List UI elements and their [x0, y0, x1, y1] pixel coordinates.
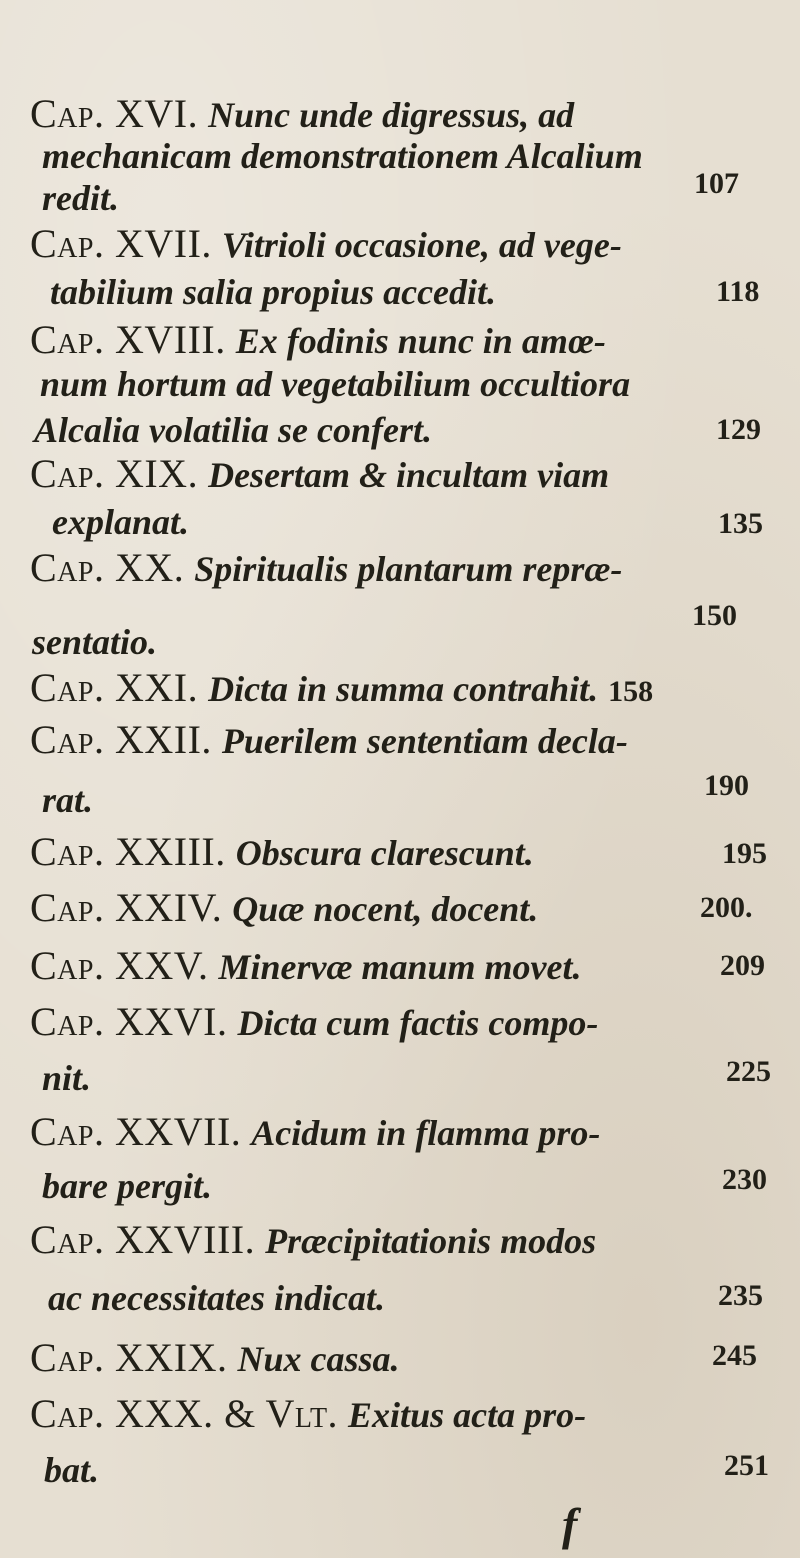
page-number: 129 — [716, 413, 761, 446]
page-number: 235 — [718, 1279, 763, 1312]
chapter-number: Cap. XXX. & Vlt. — [30, 1391, 339, 1436]
chapter-title: Obscura clarescunt. — [235, 833, 534, 873]
chapter-title: Puerilem sententiam decla- — [221, 721, 628, 761]
chapter-title-continuation: nit. — [42, 1058, 92, 1098]
toc-entry-xix — [30, 452, 609, 496]
toc-entry-xx — [30, 546, 622, 590]
chapter-title: Præcipitationis modos — [265, 1221, 597, 1261]
page-number: 245 — [712, 1339, 757, 1372]
catchword: f — [562, 1499, 578, 1550]
chapter-title: Quæ nocent, docent. — [232, 889, 539, 929]
page-number: 150 — [692, 599, 737, 632]
chapter-title-continuation: num hortum ad vegetabilium occultiora — [40, 364, 631, 404]
toc-entry-xviii — [30, 318, 606, 362]
page-number: 209 — [720, 949, 765, 982]
chapter-number: Cap. XVII. — [30, 221, 212, 266]
toc-entry-xxx — [30, 1392, 586, 1436]
chapter-title-continuation: bat. — [44, 1450, 100, 1490]
chapter-number: Cap. XXIII. — [30, 829, 226, 874]
chapter-title-continuation: ac necessitates indicat. — [48, 1278, 385, 1318]
chapter-title-continuation: rat. — [42, 780, 94, 820]
chapter-title-continuation: tabilium salia propius accedit. — [50, 272, 497, 312]
chapter-number: Cap. XXIX. — [30, 1335, 228, 1380]
toc-entry-xxii — [30, 718, 628, 762]
page-number: 195 — [722, 837, 767, 870]
chapter-title-continuation: Alcalia volatilia se confert. — [34, 410, 432, 450]
toc-entry-xxiii — [30, 830, 534, 874]
chapter-title-continuation: sentatio. — [32, 622, 158, 662]
page-number: 118 — [716, 275, 760, 308]
toc-entry-xxviii — [30, 1218, 596, 1262]
chapter-number: Cap. XIX. — [30, 451, 199, 496]
chapter-title: Dicta in summa contrahit. — [208, 669, 599, 709]
chapter-title: Nux cassa. — [237, 1339, 400, 1379]
page-number: 135 — [718, 507, 763, 540]
page-number: 158 — [608, 675, 654, 708]
toc-entry-xxv — [30, 944, 582, 988]
toc-entry-xxvi — [30, 1000, 598, 1044]
chapter-number: Cap. XXVII. — [30, 1109, 242, 1154]
toc-entry-xvii — [30, 222, 622, 266]
chapter-number: Cap. XVIII. — [30, 317, 226, 362]
chapter-title: Vitrioli occasione, ad vege- — [221, 225, 622, 265]
chapter-title: Dicta cum factis compo- — [237, 1003, 599, 1043]
toc-entry-xxi — [30, 666, 653, 710]
chapter-number: Cap. XXII. — [30, 717, 212, 762]
chapter-number: Cap. XXVI. — [30, 999, 228, 1044]
page-number: 107 — [694, 167, 739, 200]
chapter-title: Desertam & incultam viam — [208, 455, 610, 495]
toc-entry-xvi — [30, 92, 574, 136]
page-number: 200. — [700, 891, 753, 924]
chapter-title: Acidum in flamma pro- — [251, 1113, 601, 1153]
page-number: 230 — [722, 1163, 767, 1196]
page-number: 190 — [704, 769, 749, 802]
chapter-title-continuation: bare pergit. — [42, 1166, 212, 1206]
toc-entry-xxix — [30, 1336, 399, 1380]
chapter-number: Cap. XX. — [30, 545, 185, 590]
chapter-number: Cap. XXV. — [30, 943, 209, 988]
chapter-number: Cap. XXVIII. — [30, 1217, 256, 1262]
chapter-title: Exitus acta pro- — [348, 1395, 587, 1435]
toc-entry-xxiv — [30, 886, 538, 930]
toc-entry-xxvii — [30, 1110, 600, 1154]
page-number: 225 — [726, 1055, 771, 1088]
chapter-number: Cap. XVI. — [30, 91, 199, 136]
chapter-title-continuation: redit. — [42, 178, 119, 218]
chapter-title-continuation: mechanicam demonstrationem Alcalium — [42, 136, 643, 176]
chapter-title: Minervæ manum movet. — [218, 947, 582, 987]
chapter-title-continuation: explanat. — [52, 502, 190, 542]
chapter-title: Nunc unde digressus, ad — [208, 95, 575, 135]
chapter-title: Ex fodinis nunc in amœ- — [235, 321, 606, 361]
chapter-number: Cap. XXIV. — [30, 885, 223, 930]
page-number: 251 — [724, 1449, 769, 1482]
chapter-number: Cap. XXI. — [30, 665, 199, 710]
chapter-title: Spiritualis plantarum repræ- — [194, 549, 623, 589]
